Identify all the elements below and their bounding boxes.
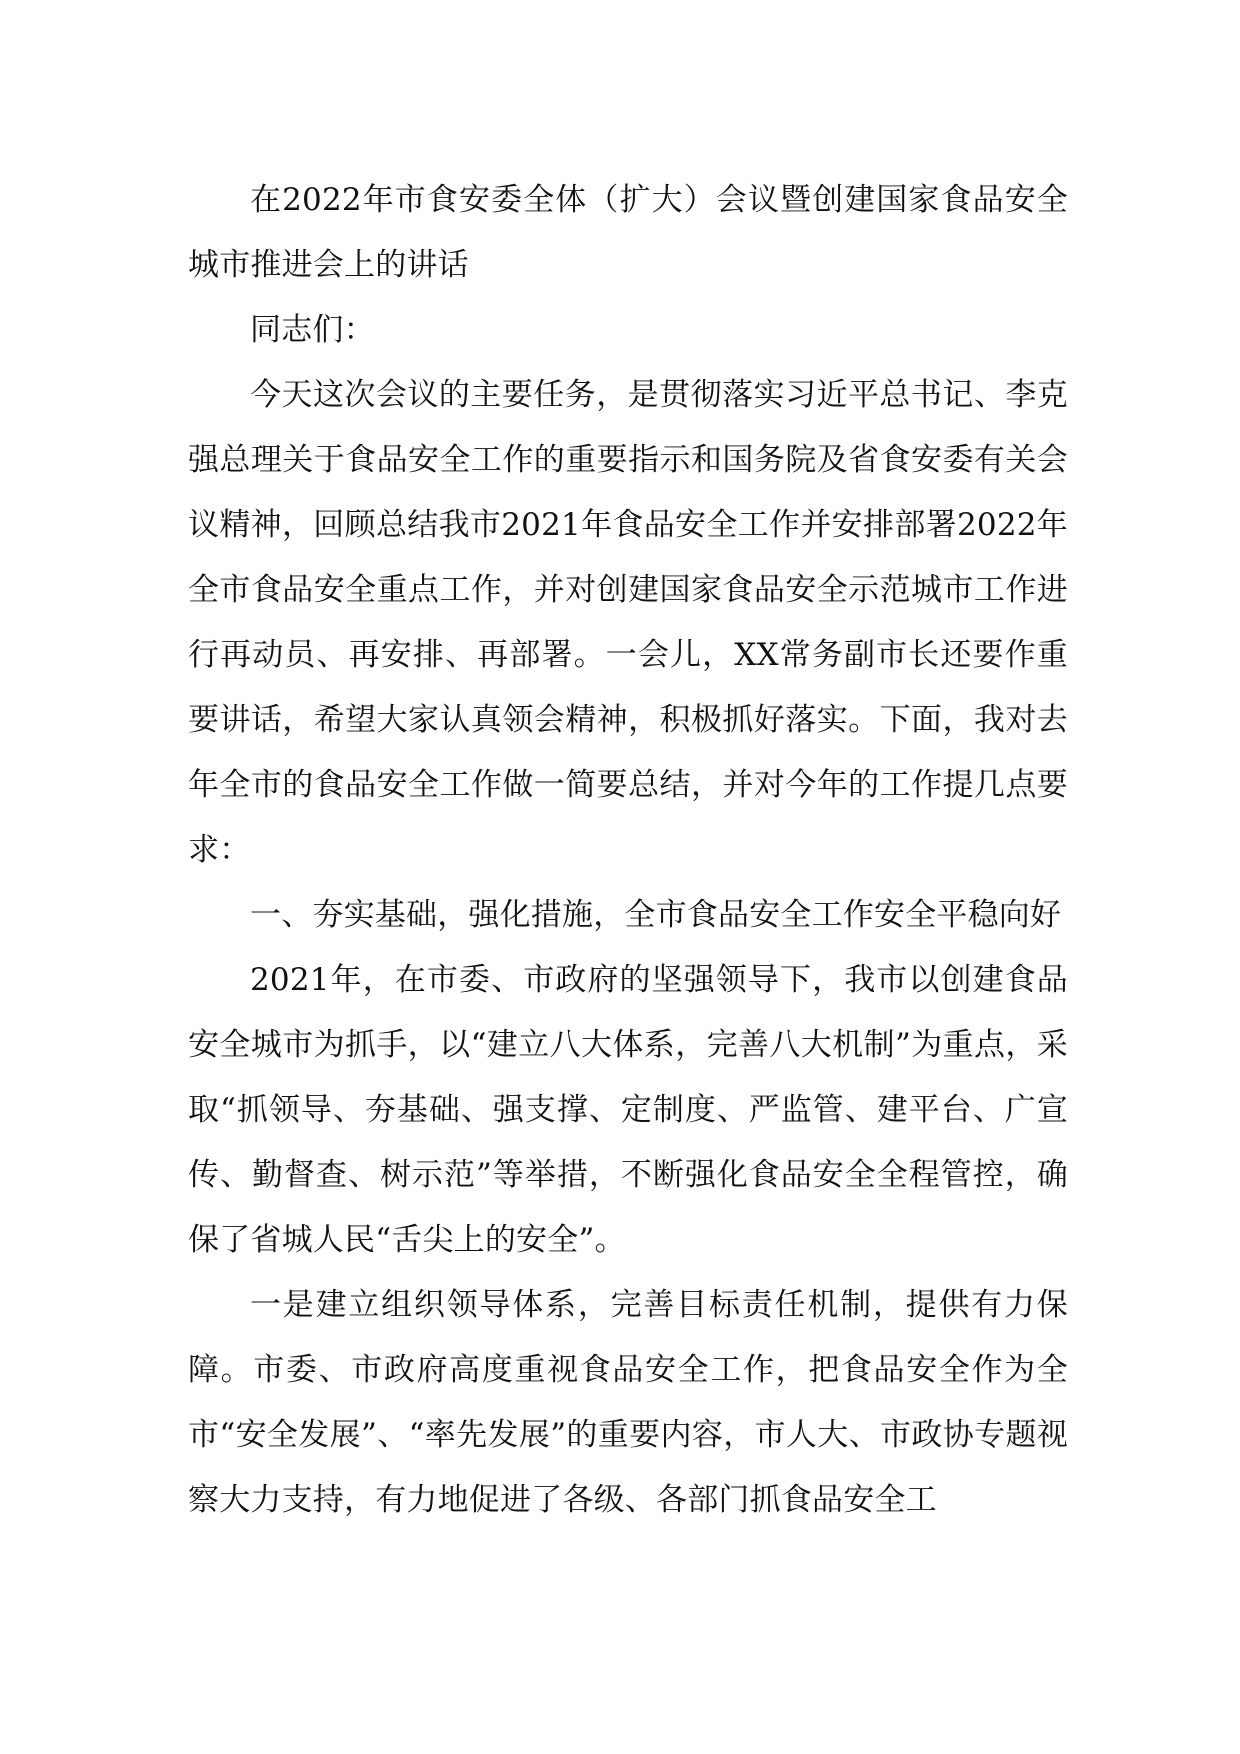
point-one-paragraph: 一是建立组织领导体系，完善目标责任机制，提供有力保障。市委、市政府高度重视食品安全工作，把食品安全作为全市“安全发展”、“率先发展”的重要内容，市人大、市政协专题视察大力支持，有力地促进了各级、各部门抓食品安全工	[188, 1287, 1068, 1518]
document-title: 在2022年市食安委全体（扩大）会议暨创建国家食品安全城市推进会上的讲话	[188, 182, 1068, 283]
intro-paragraph: 今天这次会议的主要任务，是贯彻落实习近平总书记、李克强总理关于食品安全工作的重要指示和国务院及省食安委有关会议精神，回顾总结我市2021年食品安全工作并安排部署2022年全市食品安全重点工作，并对创建国家食品安全示范城市工作进行再动员、再安排、再部署。一会儿，XX常务副市长还要作重要讲话，希望大家认真领会精神，积极抓好落实。下面，我对去年全市的食品安全工作做一简要总结，并对今年的工作提几点要求：	[188, 377, 1068, 868]
summary-paragraph: 2021年，在市委、市政府的坚强领导下，我市以创建食品安全城市为抓手，以“建立八大体系，完善八大机制”为重点，采取“抓领导、夯基础、强支撑、定制度、严监管、建平台、广宣传、勤督查、树示范”等举措，不断强化食品安全全程管控，确保了省城人民“舌尖上的安全”。	[188, 962, 1068, 1258]
document-body	[188, 168, 1068, 1533]
section-heading-1: 一、夯实基础，强化措施，全市食品安全工作安全平稳向好	[250, 897, 1062, 933]
salutation: 同志们：	[250, 312, 375, 348]
